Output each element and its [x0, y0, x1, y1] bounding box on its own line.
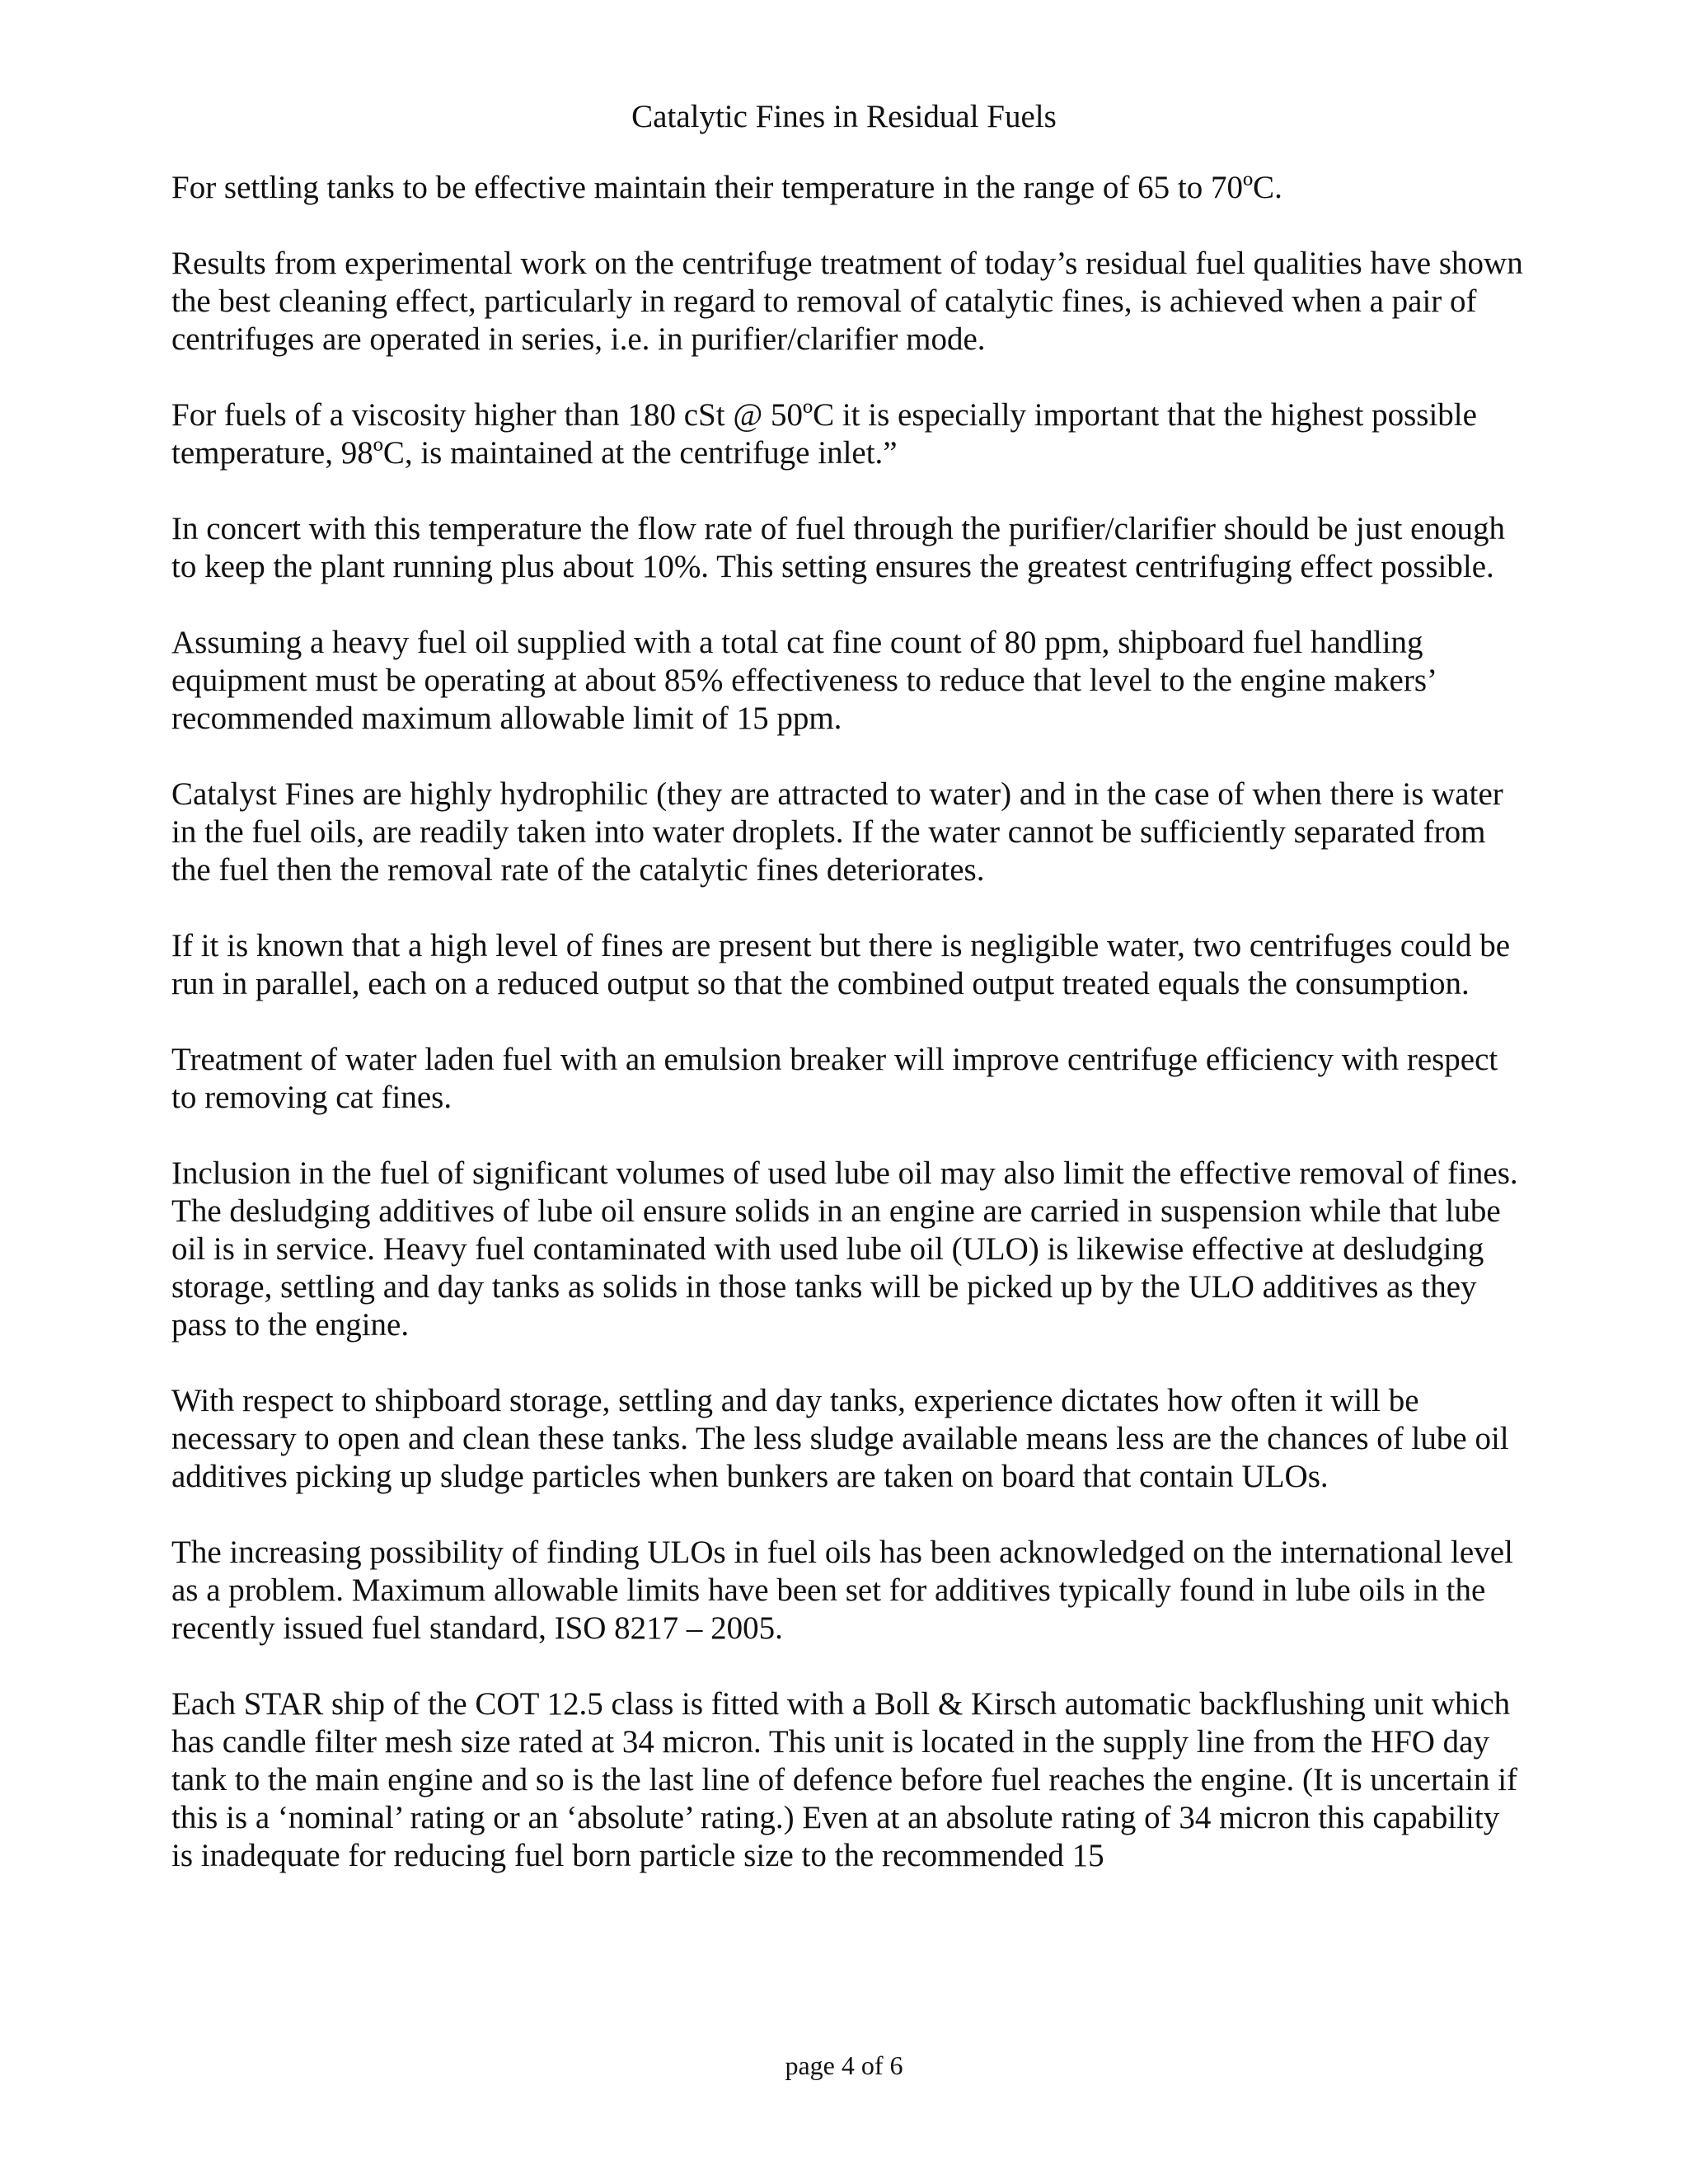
- paragraph-iso-standard: The increasing possibility of finding ULOs in fuel oils has been acknowledged on the international level as a problem. Maximum allowable limits have been set for additives typically found in lube oils in the recently issued fuel standard, ISO 8217 – 2005.: [171, 1535, 1513, 1646]
- paragraph-emulsion-breaker: Treatment of water laden fuel with an emulsion breaker will improve centrifuge efficiency with respect to removing cat fines.: [171, 1042, 1498, 1115]
- paragraph-viscosity: For fuels of a viscosity higher than 180 cSt @ 50ºC it is especially important that the highest possible temperature, 98ºC, is maintained at the centrifuge inlet.”: [171, 397, 1477, 471]
- paragraph-parallel-centrifuges: If it is known that a high level of fines are present but there is negligible water, two centrifuges could be run in parallel, each on a reduced output so that the combined output treated equals the consumption.: [171, 928, 1511, 1001]
- paragraph-used-lube-oil: Inclusion in the fuel of significant volumes of used lube oil may also limit the effective removal of fines. The desludging additives of lube oil ensure solids in an engine are carried in suspension while that lube oil is in service. Heavy fuel contaminated with used lube oil (ULO) is likewise effective at desludging storage, settling and day tanks as solids in those tanks will be picked up by the ULO additives as they pass to the engine.: [171, 1155, 1518, 1343]
- paragraph-backflushing-unit: Each STAR ship of the COT 12.5 class is fitted with a Boll & Kirsch automatic backflushing unit which has candle filter mesh size rated at 34 micron. This unit is located in the supply line from the HFO day tank to the main engine and so is the last line of defence before fuel reaches the engine. (It is uncertain if this is a ‘nominal’ rating or an ‘absolute’ rating.) Even at an absolute rating of 34 micron this capability is inadequate for reducing fuel born particle size to the recommended 15: [171, 1686, 1518, 1873]
- paragraph-tank-cleaning: With respect to shipboard storage, settling and day tanks, experience dictates how often it will be necessary to open and clean these tanks. The less sludge available means less are the chances of lube oil additives picking up sludge particles when bunkers are taken on board that contain ULOs.: [171, 1383, 1509, 1494]
- page-title: Catalytic Fines in Residual Fuels: [631, 99, 1057, 134]
- page-number: page 4 of 6: [785, 2050, 903, 2080]
- paragraph-hydrophilic: Catalyst Fines are highly hydrophilic (they are attracted to water) and in the case of when there is water in the fuel oils, are readily taken into water droplets. If the water cannot be sufficiently separated from the fuel then the removal rate of the catalytic fines deteriorates.: [171, 776, 1503, 888]
- paragraph-experimental-results: Results from experimental work on the centrifuge treatment of today’s residual fuel qualities have shown the best cleaning effect, particularly in regard to removal of catalytic fines, is achieved when a pair of centrifuges are operated in series, i.e. in purifier/clarifier mode.: [171, 246, 1523, 357]
- document-body: [171, 169, 1523, 1913]
- paragraph-settling-tanks: For settling tanks to be effective maintain their temperature in the range of 65 to 70ºC.: [171, 170, 1282, 205]
- paragraph-cat-fine-count: Assuming a heavy fuel oil supplied with a total cat fine count of 80 ppm, shipboard fuel handling equipment must be operating at about 85% effectiveness to reduce that level to the engine makers’ recommended maximum allowable limit of 15 ppm.: [171, 625, 1436, 736]
- paragraph-flow-rate: In concert with this temperature the flow rate of fuel through the purifier/clarifier should be just enough to keep the plant running plus about 10%. This setting ensures the greatest centrifuging effect possible.: [171, 511, 1505, 584]
